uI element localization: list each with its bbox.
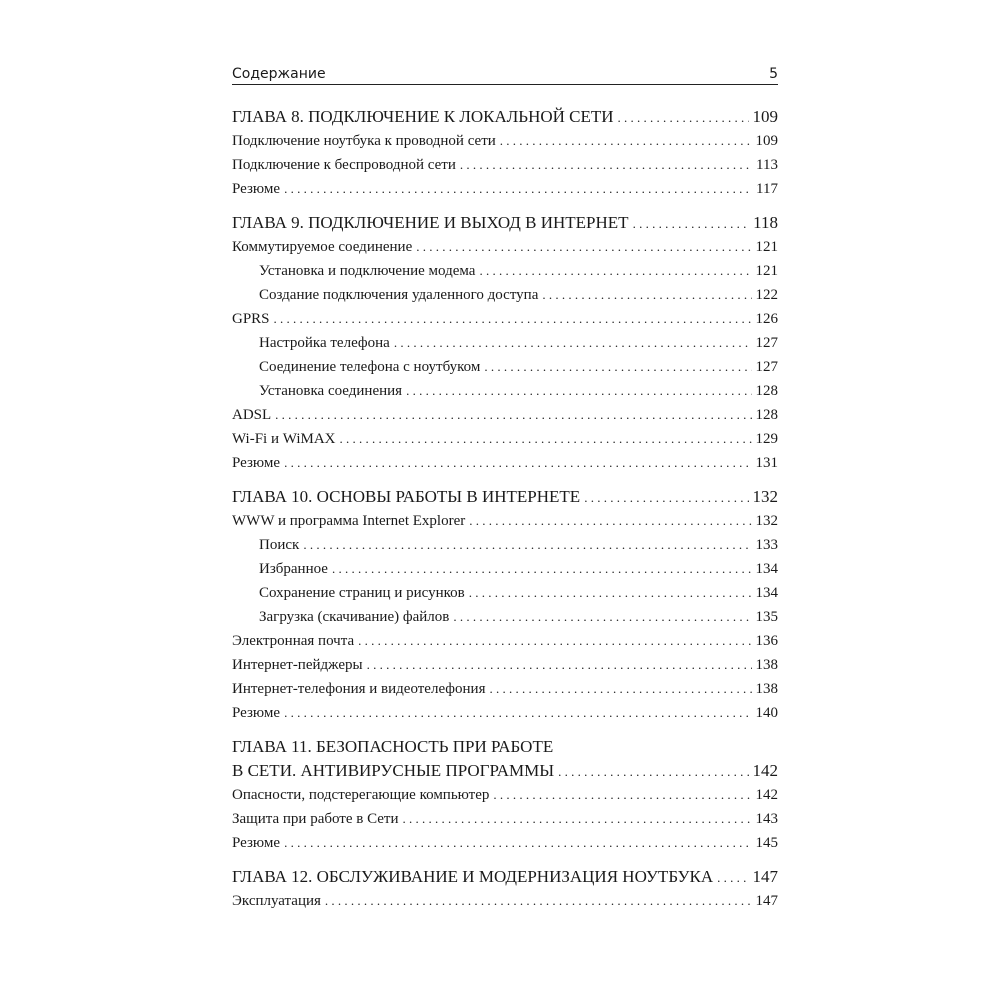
toc-entry-title: Избранное xyxy=(259,561,328,577)
toc-entry-page: 145 xyxy=(755,835,778,851)
toc-entry xyxy=(232,235,778,259)
dot-leader xyxy=(460,153,752,177)
toc-entry xyxy=(232,451,778,475)
toc-entry-title: Интернет-телефония и видеотелефония xyxy=(232,681,486,697)
toc-entry-title: ГЛАВА 9. ПОДКЛЮЧЕНИЕ И ВЫХОД В ИНТЕРНЕТ xyxy=(232,213,629,232)
toc-entry-title: ГЛАВА 12. ОБСЛУЖИВАНИЕ И МОДЕРНИЗАЦИЯ НОУТБУКА xyxy=(232,867,714,886)
toc-entry xyxy=(232,677,778,701)
toc-subentry xyxy=(232,379,778,403)
toc-entry-page: 122 xyxy=(755,287,778,303)
toc-subentry xyxy=(232,557,778,581)
table-of-contents xyxy=(232,105,778,913)
toc-entry xyxy=(232,177,778,201)
toc-entry-title: В СЕТИ. АНТИВИРУСНЫЕ ПРОГРАММЫ xyxy=(232,761,555,780)
toc-entry-page: 113 xyxy=(756,157,778,173)
dot-leader xyxy=(358,629,751,653)
dot-leader xyxy=(274,307,752,331)
toc-entry xyxy=(232,807,778,831)
toc-entry-title: ГЛАВА 10. ОСНОВЫ РАБОТЫ В ИНТЕРНЕТЕ xyxy=(232,487,581,506)
dot-leader xyxy=(469,581,752,605)
toc-entry-page: 127 xyxy=(755,335,778,351)
dot-leader xyxy=(633,212,750,236)
dot-leader xyxy=(500,129,752,153)
toc-entry-title: Соединение телефона с ноутбуком xyxy=(259,359,481,375)
dot-leader xyxy=(406,379,751,403)
toc-entry xyxy=(232,307,778,331)
toc-entry-title: Подключение ноутбука к проводной сети xyxy=(232,133,496,149)
toc-entry-title: Создание подключения удаленного доступа xyxy=(259,287,539,303)
toc-entry-page: 147 xyxy=(755,893,778,909)
toc-subentry xyxy=(232,355,778,379)
dot-leader xyxy=(717,866,748,890)
toc-entry-title: Резюме xyxy=(232,455,281,471)
toc-entry-page: 147 xyxy=(752,867,778,886)
toc-entry xyxy=(232,629,778,653)
toc-entry-page: 133 xyxy=(755,537,778,553)
toc-entry-title: GPRS xyxy=(232,311,270,327)
dot-leader xyxy=(469,509,751,533)
toc-entry-title: Установка и подключение модема xyxy=(259,263,476,279)
dot-leader xyxy=(275,403,751,427)
toc-chapter-8 xyxy=(232,105,778,129)
toc-entry xyxy=(232,403,778,427)
dot-leader xyxy=(484,355,751,379)
header-page-number: 5 xyxy=(769,66,778,82)
dot-leader xyxy=(332,557,752,581)
toc-entry xyxy=(232,831,778,855)
running-header xyxy=(232,60,778,85)
toc-entry-title: Защита при работе в Сети xyxy=(232,811,399,827)
toc-entry xyxy=(232,653,778,677)
dot-leader xyxy=(303,533,751,557)
toc-entry-title: Коммутируемое соединение xyxy=(232,239,413,255)
toc-entry-title: WWW и программа Internet Explorer xyxy=(232,513,466,529)
toc-entry xyxy=(232,153,778,177)
dot-leader xyxy=(416,235,751,259)
toc-entry-page: 126 xyxy=(755,311,778,327)
dot-leader xyxy=(394,331,752,355)
toc-subentry xyxy=(232,259,778,283)
dot-leader xyxy=(584,486,748,510)
dot-leader xyxy=(284,831,751,855)
dot-leader xyxy=(493,783,751,807)
dot-leader xyxy=(542,283,751,307)
dot-leader xyxy=(479,259,751,283)
dot-leader xyxy=(284,701,751,725)
toc-entry-title: Резюме xyxy=(232,835,281,851)
toc-entry-page: 134 xyxy=(755,585,778,601)
toc-entry xyxy=(232,701,778,725)
dot-leader xyxy=(558,760,748,784)
toc-entry xyxy=(232,509,778,533)
toc-entry-page: 136 xyxy=(755,633,778,649)
toc-entry-page: 132 xyxy=(752,487,778,506)
toc-entry-title: Установка соединения xyxy=(259,383,403,399)
toc-entry-page: 127 xyxy=(755,359,778,375)
dot-leader xyxy=(618,106,749,130)
toc-entry-page: 131 xyxy=(755,455,778,471)
toc-chapter-11-line1: ГЛАВА 11. БЕЗОПАСНОСТЬ ПРИ РАБОТЕ xyxy=(232,737,554,756)
toc-entry-page: 128 xyxy=(755,383,778,399)
toc-entry-page: 143 xyxy=(755,811,778,827)
book-page xyxy=(232,60,778,913)
header-title: Содержание xyxy=(232,66,326,82)
toc-entry-page: 138 xyxy=(755,657,778,673)
toc-entry-page: 128 xyxy=(755,407,778,423)
toc-chapter-11 xyxy=(232,759,778,783)
toc-entry-title: Опасности, подстерегающие компьютер xyxy=(232,787,490,803)
toc-entry xyxy=(232,889,778,913)
toc-entry-title: Интернет-пейджеры xyxy=(232,657,363,673)
toc-entry-page: 138 xyxy=(755,681,778,697)
toc-chapter-9 xyxy=(232,211,778,235)
toc-chapter-12 xyxy=(232,865,778,889)
toc-entry-title: Wi-Fi и WiMAX xyxy=(232,431,336,447)
toc-entry-title: Резюме xyxy=(232,181,281,197)
toc-entry-page: 121 xyxy=(755,263,778,279)
toc-subentry xyxy=(232,605,778,629)
toc-entry-title: Настройка телефона xyxy=(259,335,390,351)
dot-leader xyxy=(453,605,751,629)
toc-entry-title: Подключение к беспроводной сети xyxy=(232,157,456,173)
toc-entry-page: 109 xyxy=(752,107,778,126)
toc-entry-title: Загрузка (скачивание) файлов xyxy=(259,609,450,625)
toc-entry-title: Поиск xyxy=(259,537,300,553)
dot-leader xyxy=(325,889,752,913)
toc-subentry xyxy=(232,283,778,307)
dot-leader xyxy=(284,451,751,475)
dot-leader xyxy=(339,427,751,451)
toc-entry xyxy=(232,783,778,807)
dot-leader xyxy=(367,653,752,677)
dot-leader xyxy=(489,677,751,701)
dot-leader xyxy=(403,807,752,831)
toc-entry xyxy=(232,427,778,451)
toc-entry-page: 117 xyxy=(756,181,778,197)
toc-subentry xyxy=(232,581,778,605)
toc-subentry xyxy=(232,533,778,557)
toc-entry-title: ГЛАВА 8. ПОДКЛЮЧЕНИЕ К ЛОКАЛЬНОЙ СЕТИ xyxy=(232,107,614,126)
toc-entry-page: 129 xyxy=(755,431,778,447)
toc-entry-page: 142 xyxy=(755,787,778,803)
toc-entry-page: 109 xyxy=(755,133,778,149)
toc-entry-page: 132 xyxy=(755,513,778,529)
toc-entry-page: 118 xyxy=(753,213,778,232)
toc-entry xyxy=(232,129,778,153)
toc-entry-title: ADSL xyxy=(232,407,272,423)
toc-subentry xyxy=(232,331,778,355)
toc-entry-page: 142 xyxy=(752,761,778,780)
toc-entry-title: Эксплуатация xyxy=(232,893,321,909)
toc-chapter-10 xyxy=(232,485,778,509)
toc-entry-page: 135 xyxy=(755,609,778,625)
toc-entry-page: 140 xyxy=(755,705,778,721)
toc-entry-title: Резюме xyxy=(232,705,281,721)
dot-leader xyxy=(284,177,752,201)
toc-entry-title: Электронная почта xyxy=(232,633,355,649)
toc-entry-title: Сохранение страниц и рисунков xyxy=(259,585,465,601)
toc-entry-page: 121 xyxy=(755,239,778,255)
toc-entry-page: 134 xyxy=(755,561,778,577)
